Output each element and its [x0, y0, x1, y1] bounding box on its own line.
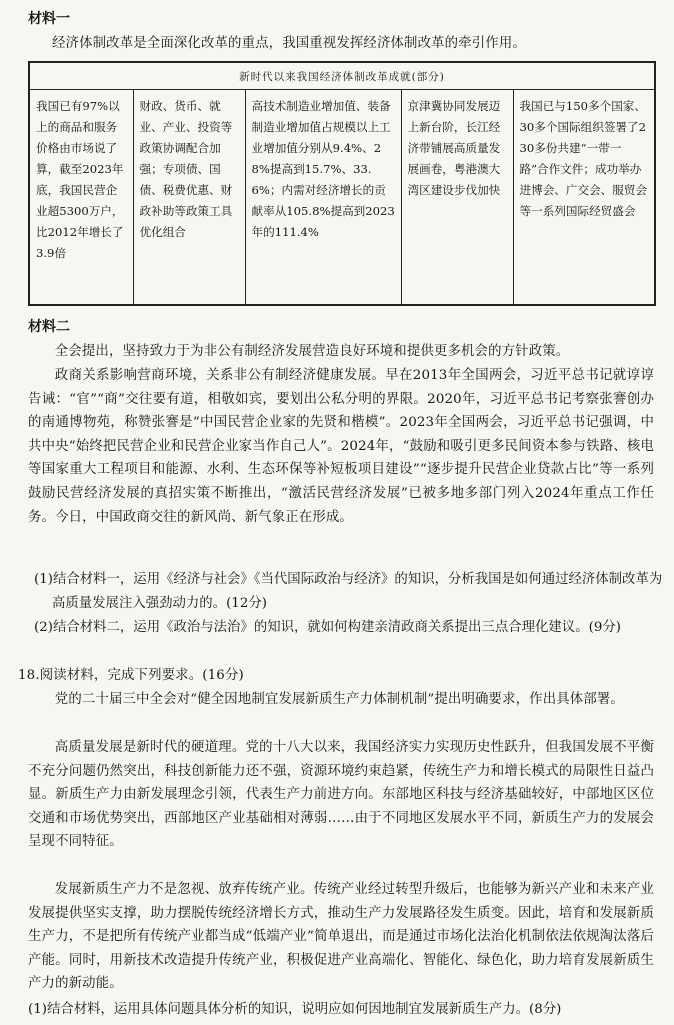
material1-title: 材料一: [28, 11, 70, 27]
question-item: (1)结合材料，运用具体问题具体分析的知识，说明应如何因地制宜发展新质生产力。(8分): [28, 1002, 562, 1017]
q18-paragraph: 党的二十届三中全会对“健全因地制宜发展新质生产力体制机制”提出明确要求，作出具体部署。: [54, 692, 624, 707]
question-item: (2)结合材料二，运用《政治与法治》的知识，就如何构建亲清政商关系提出三点合理化建议。(9分): [34, 620, 621, 635]
material1-intro: 经济体制改革是全面深化改革的重点，我国重视发挥经济体制改革的牵引作用。: [52, 36, 526, 51]
q18-paragraph: 高质量发展是新时代的硬道理。党的十八大以来，我国经济实力实现历史性跃升，但我国发展不平衡不充分问题仍然突出，科技创新能力还不强，资源环境约束趋紧，传统生产力和增长模式的局限性日益凸显。新质生产力由新发展理念引领，代表生产力前进方向。东部地区科技与经济基础较好，中部地区区位交通和市场优势突出，西部地区产业基础相对薄弱……由于不同地区发展水平不同，新质生产力的发展会呈现不同特征。: [28, 740, 654, 850]
material2-paragraph: 全会提出，坚持致力于为非公有制经济发展营造良好环境和提供更多机会的方针政策。: [54, 344, 570, 359]
table-caption: 新时代以来我国经济体制改革成就(部分): [29, 62, 655, 90]
table-cell: 京津冀协同发展迈上新台阶，长江经济带铺展高质量发展画卷，粤港澳大湾区建设步伐加快: [401, 90, 513, 306]
table-cell: 我国已与150多个国家、30多个国际组织签署了230多份共建“一带一路”合作文件；成功举办进博会、广交会、服贸会等一系列国际经贸盛会: [513, 90, 655, 306]
reform-achievements-table: [28, 61, 656, 306]
material2-paragraph: 政商关系影响营商环境，关系非公有制经济健康发展。早在2013年全国两会，习近平总书记就谆谆告诫：“官”“商”交往要有道，相敬如宾，要划出公私分明的界限。2020年，习近平总书记考察张謇创办的南通博物苑，称赞张謇是“中国民营企业家的先贤和楷模”。2023年全国两会，习近平总书记强调，中共中央“始终把民营企业和民营企业家当作自己人”。2024年，“鼓励和吸引更多民间资本参与铁路、核电等国家重大工程项目和能源、水利、生态环保等补短板项目建设”“逐步提升民营企业贷款占比”等一系列鼓励民营经济发展的真招实策不断推出，“激活民营经济发展”已被多地多部门列入2024年重点工作任务。今日，中国政商交往的新风尚、新气象正在形成。: [28, 368, 654, 525]
q18-paragraph: 发展新质生产力不是忽视、放弃传统产业。传统产业经过转型升级后，也能够为新兴产业和未来产业发展提供坚实支撑，助力摆脱传统经济增长方式，推动生产力发展路径发生质变。因此，培育和发展新质生产力，不是把所有传统产业都当成“低端产业”简单退出，而是通过市场化法治化机制依法依规淘汰落后产能。同时，用新技术改造提升传统产业，积极促进产业高端化、智能化、绿色化，助力培育发展新质生产力的新动能。: [28, 882, 654, 992]
question-item: (1)结合材料一，运用《经济与社会》《当代国际政治与经济》的知识，分析我国是如何通过经济体制改革为高质量发展注入强劲动力的。(12分): [34, 572, 663, 611]
question-18-stem: 18.阅读材料，完成下列要求。(16分): [18, 668, 244, 683]
table-cell: 财政、货币、就业、产业、投资等政策协调配合加强；专项债、国债、税费优惠、财政补助等政策工具优化组合: [133, 90, 245, 306]
table-cell: 高技术制造业增加值、装备制造业增加值占规模以上工业增加值分别从9.4%、28%提高到15.7%、33.6%；内需对经济增长的贡献率从105.8%提高到2023年的111.4%: [245, 90, 401, 306]
material2-title: 材料二: [28, 319, 70, 335]
table-cell: 我国已有97%以上的商品和服务价格由市场说了算，截至2023年底，我国民营企业超5300万户，比2012年增长了3.9倍: [36, 99, 124, 260]
